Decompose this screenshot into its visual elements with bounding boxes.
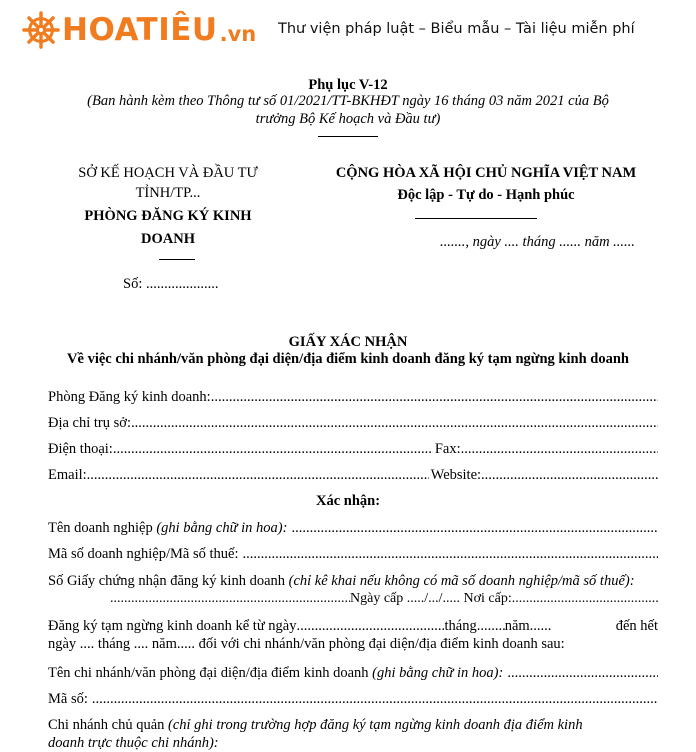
ship-wheel-icon: [22, 11, 60, 49]
field-label: Số Giấy chứng nhận đăng ký kinh doanh: [48, 573, 286, 589]
field-label: Tên doanh nghiệp: [48, 520, 153, 536]
authority-office-line1: PHÒNG ĐĂNG KÝ KINH: [84, 208, 252, 224]
fill-in-blank: [243, 545, 659, 563]
site-header: [0, 0, 696, 64]
field-tax-code: [48, 545, 658, 563]
field-note: (ghi bằng chữ in hoa):: [372, 665, 504, 681]
national-title: CỘNG HÒA XÃ HỘI CHỦ NGHĨA VIỆT NAM: [335, 165, 637, 181]
field-label: Website:: [430, 467, 482, 483]
site-logo[interactable]: [22, 8, 256, 52]
field-label: Phòng Đăng ký kinh doanh:: [48, 389, 211, 405]
fill-in-blank: [461, 440, 658, 458]
field-label: Địa chỉ trụ sở:: [48, 415, 131, 431]
field-label: Ngày cấp ...../.../.....: [350, 591, 461, 606]
field-company-name: [48, 519, 658, 537]
field-label: Điện thoại:: [48, 441, 113, 457]
fill-in-blank: [110, 590, 350, 608]
field-label: tháng: [444, 618, 477, 634]
field-label: Đăng ký tạm ngừng kinh doanh kể từ ngày: [48, 618, 297, 634]
field-parent-branch: [48, 716, 658, 734]
field-parent-branch-cont: [48, 734, 658, 752]
fill-in-blank: [507, 664, 658, 682]
date-line: ......., ngày .... tháng ...... năm ......: [440, 234, 635, 250]
fill-in-blank: [530, 617, 552, 635]
site-tagline: Thư viện pháp luật – Biểu mẫu – Tài liệu miễn phí: [278, 21, 635, 37]
field-suspend-from: [48, 617, 658, 635]
document-title: GIẤY XÁC NHẬN: [288, 334, 408, 350]
divider: [159, 259, 195, 260]
field-label: Mã số:: [48, 691, 88, 707]
field-label: Mã số doanh nghiệp/Mã số thuế:: [48, 546, 239, 562]
fill-in-blank: [87, 466, 429, 484]
field-phone-fax: [48, 440, 658, 458]
field-label: Fax:: [434, 441, 461, 457]
field-cert-issue: [48, 590, 658, 608]
field-note: (chỉ ghi trong trường hợp đăng ký tạm ngừng kinh doanh địa điểm kinh: [168, 717, 583, 733]
field-note: doanh trực thuộc chi nhánh):: [48, 735, 219, 751]
divider: [318, 136, 378, 137]
divider: [415, 218, 537, 219]
field-label: ngày .... tháng .... năm..... đối với chi nhánh/văn phòng đại diện/địa điểm kinh doanh sau:: [48, 636, 565, 652]
field-suspend-to: [48, 635, 658, 653]
fill-in-blank: [211, 388, 658, 406]
appendix-title: Phụ lục V-12: [308, 77, 388, 93]
authority-office-line2: DOANH: [141, 231, 195, 247]
appendix-subtitle-line1: (Ban hành kèm theo Thông tư số 01/2021/TT-BKHĐT ngày 16 tháng 03 năm 2021 của Bộ: [87, 93, 609, 109]
field-label: Chi nhánh chủ quản: [48, 717, 165, 733]
fill-in-blank: [113, 440, 433, 458]
field-label: năm: [504, 618, 530, 634]
logo-domain: .vn: [219, 22, 257, 46]
field-label: Email:: [48, 467, 87, 483]
appendix-subtitle-line2: trưởng Bộ Kế hoạch và Đầu tư): [255, 111, 441, 127]
fill-in-blank: [481, 466, 658, 484]
authority-department: SỞ KẾ HOẠCH VÀ ĐẦU TƯ: [78, 165, 258, 181]
confirm-heading: Xác nhận:: [315, 493, 381, 509]
logo-wordmark: HOATIÊU: [62, 12, 218, 48]
field-note: (ghi bằng chữ in hoa):: [156, 520, 288, 536]
national-motto: Độc lập - Tự do - Hạnh phúc: [397, 187, 575, 203]
field-note: (chỉ kê khai nếu không có mã số doanh nghiệp/mã số thuế):: [288, 573, 635, 589]
fill-in-blank: [296, 617, 444, 635]
field-email-website: [48, 466, 658, 484]
field-branch-name: [48, 664, 658, 682]
fill-in-blank: [291, 519, 658, 537]
field-label: đến hết: [615, 618, 658, 634]
document-subtitle: Về việc chi nhánh/văn phòng đại diện/địa điểm kinh doanh đăng ký tạm ngừng kinh doanh: [67, 351, 629, 367]
field-cert-number: [48, 572, 658, 590]
fill-in-blank: [477, 617, 505, 635]
field-label: Nơi cấp:: [463, 591, 512, 606]
fill-in-blank: [92, 690, 658, 708]
authority-province: TỈNH/TP...: [135, 185, 201, 201]
field-address: [48, 414, 658, 432]
fill-in-blank: [131, 414, 658, 432]
field-label: Tên chi nhánh/văn phòng đại diện/địa điểm kinh doanh: [48, 665, 369, 681]
document-number: Số: ....................: [123, 276, 219, 292]
fill-in-blank: [512, 590, 658, 608]
field-code: [48, 690, 658, 708]
field-office: [48, 388, 658, 406]
